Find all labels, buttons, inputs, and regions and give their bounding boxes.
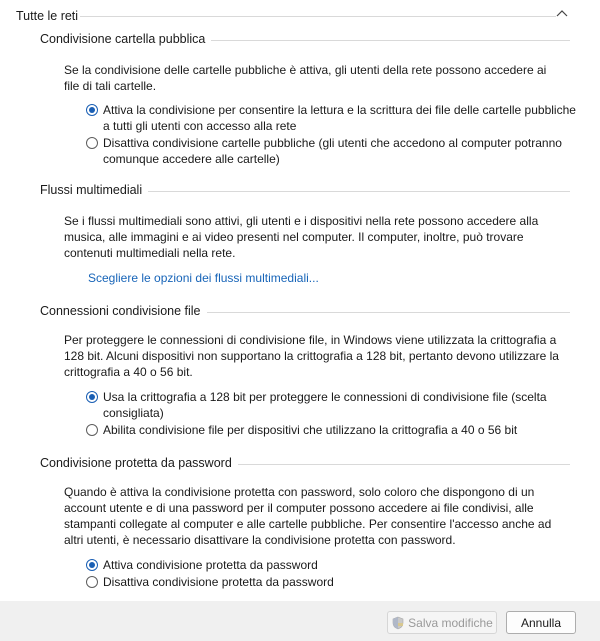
password-sharing-on-option[interactable]	[86, 557, 576, 573]
section-media-streaming	[40, 183, 570, 199]
cancel-button[interactable]	[506, 611, 576, 634]
section-file-sharing-connections	[40, 304, 570, 320]
dialog-footer	[0, 601, 600, 641]
radio-button[interactable]	[86, 576, 98, 588]
radio-button[interactable]	[86, 559, 98, 571]
option-label[interactable]: Disattiva condivisione cartelle pubbliche (gli utenti che accedono al computer potranno comunque accedere alle cartelle)	[103, 136, 562, 166]
uac-shield-icon	[391, 616, 405, 630]
section-title: Condivisione cartella pubblica	[40, 32, 211, 46]
encryption-40-56-option[interactable]	[86, 422, 576, 438]
public-sharing-on-option[interactable]	[86, 102, 576, 134]
section-public-folder-sharing	[40, 32, 570, 48]
option-label[interactable]: Usa la crittografia a 128 bit per proteggere le connessioni di condivisione file (scelta consigliata)	[103, 390, 547, 420]
section-title: Flussi multimediali	[40, 183, 148, 197]
encryption-128-option[interactable]	[86, 389, 576, 421]
section-description: Se i flussi multimediali sono attivi, gli utenti e i dispositivi nella rete possono accedere alla musica, alle immagini e ai video presenti nel computer. Il computer, inoltre, può trovare contenuti multimediali nella rete.	[64, 214, 539, 260]
section-description: Quando è attiva la condivisione protetta con password, solo coloro che dispongono di un account utente e di una password per il computer possono accedere ai file condivisi, alle stampanti collegate al computer e alle cartelle pubbliche. Per consentire l'accesso anche ad altri utenti, è necessario disattivare la condivisione protetta con password.	[64, 485, 552, 547]
section-description: Per proteggere le connessioni di condivisione file, in Windows viene utilizzata la crittografia a 128 bit. Alcuni dispositivi non supportano la crittografia a 128 bit, pertanto devono utilizzare la crittografia a 40 o 56 bit.	[64, 333, 559, 379]
password-sharing-off-option[interactable]	[86, 574, 576, 590]
section-title: Connessioni condivisione file	[40, 304, 207, 318]
radio-button[interactable]	[86, 104, 98, 116]
section-title: Condivisione protetta da password	[40, 456, 238, 470]
public-sharing-off-option[interactable]	[86, 135, 576, 167]
save-changes-button[interactable]	[387, 611, 497, 634]
cancel-label: Annulla	[520, 615, 562, 630]
save-label: Salva modifiche	[408, 615, 493, 630]
radio-button[interactable]	[86, 137, 98, 149]
section-password-protected-sharing	[40, 456, 570, 472]
option-label[interactable]: Disattiva condivisione protetta da password	[103, 575, 334, 589]
all-networks-header[interactable]	[0, 0, 600, 30]
section-description: Se la condivisione delle cartelle pubbliche è attiva, gli utenti della rete possono accedere ai file di tali cartelle.	[64, 63, 547, 93]
option-label[interactable]: Attiva condivisione protetta da password	[103, 558, 318, 572]
media-streaming-options-link[interactable]: Scegliere le opzioni dei flussi multimediali...	[88, 271, 319, 285]
radio-button[interactable]	[86, 391, 98, 403]
all-networks-title: Tutte le reti	[16, 9, 79, 23]
chevron-up-icon[interactable]	[554, 6, 570, 22]
option-label[interactable]: Abilita condivisione file per dispositivi che utilizzano la crittografia a 40 o 56 bit	[103, 423, 518, 437]
option-label[interactable]: Attiva la condivisione per consentire la lettura e la scrittura dei file delle cartelle pubbliche a tutti gli utenti con accesso alla rete	[103, 103, 576, 133]
radio-button[interactable]	[86, 424, 98, 436]
header-divider	[80, 16, 556, 17]
